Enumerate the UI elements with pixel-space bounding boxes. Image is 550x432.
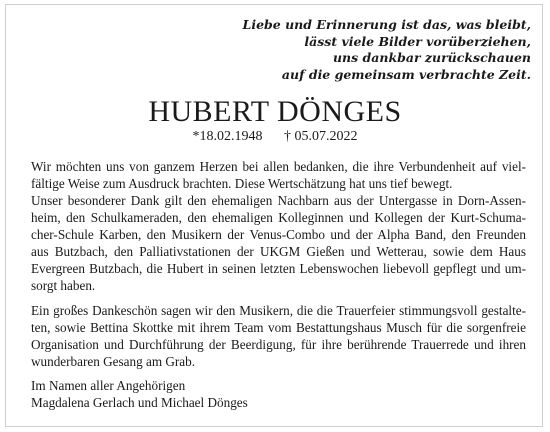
signature-line: Magdalena Gerlach und Michael Dönges — [31, 395, 248, 410]
text-line: aus Butzbach, den Palliativstationen der UKGM Gießen und Wetterau, sowie dem Haus — [31, 244, 526, 259]
text-line: ten, sowie Bettina Skottke mit ihrem Team vom Bestattungshaus Musch für die sorgenfreie — [31, 320, 526, 335]
poem-line: auf die gemeinsam verbrachte Zeit. — [281, 66, 531, 82]
text-line: Unser besonderer Dank gilt den ehemaligen Nachbarn aus der Untergasse in Dorn-Assen- — [31, 193, 526, 208]
text-line: wunderbaren Gesang am Grab. — [31, 354, 196, 369]
signature-line: Im Namen aller Angehörigen — [31, 378, 186, 393]
deceased-name: HUBERT DÖNGES — [148, 95, 402, 128]
poem-line: uns dankbar zurückschauen — [332, 50, 531, 65]
text-line: cher-Schule Karben, den Musikern der Venus-Combo und der Alpha Band, den Freunden — [31, 227, 526, 242]
life-dates — [0, 128, 550, 146]
text-line: Evergreen Butzbach, die Hubert in seinen letzten Lebenswochen liebevoll gepflegt und um- — [31, 261, 526, 276]
death-date: † 05.07.2022 — [284, 129, 358, 144]
poem-line: lässt viele Bilder vorüberziehen, — [304, 33, 531, 49]
poem-line: Liebe und Erinnerung ist das, was bleibt, — [242, 17, 531, 32]
text-line: sorgt haben. — [31, 278, 96, 293]
thank-you-text — [31, 158, 526, 370]
memorial-poem — [231, 17, 531, 83]
signature-block — [31, 377, 248, 411]
text-line: Ein großes Dankeschön sagen wir den Musikern, die die Trauerfeier stimmungsvoll gestalte- — [31, 303, 526, 318]
text-line: heim, den Schulkameraden, den ehemaligen Kolleginnen und Kollegen der Kurt-Schuma- — [31, 210, 526, 225]
birth-date: *18.02.1948 — [192, 129, 263, 144]
text-line: Wir möchten uns von ganzem Herzen bei allen bedanken, die ihre Verbundenheit auf viel- — [31, 159, 526, 174]
text-line: Organisation und Durchführung der Beerdigung, für ihre berührende Trauerrede und ihren — [31, 337, 526, 352]
text-line: fältige Weise zum Ausdruck brachten. Diese Wertschätzung hat uns tief bewegt. — [31, 176, 453, 191]
